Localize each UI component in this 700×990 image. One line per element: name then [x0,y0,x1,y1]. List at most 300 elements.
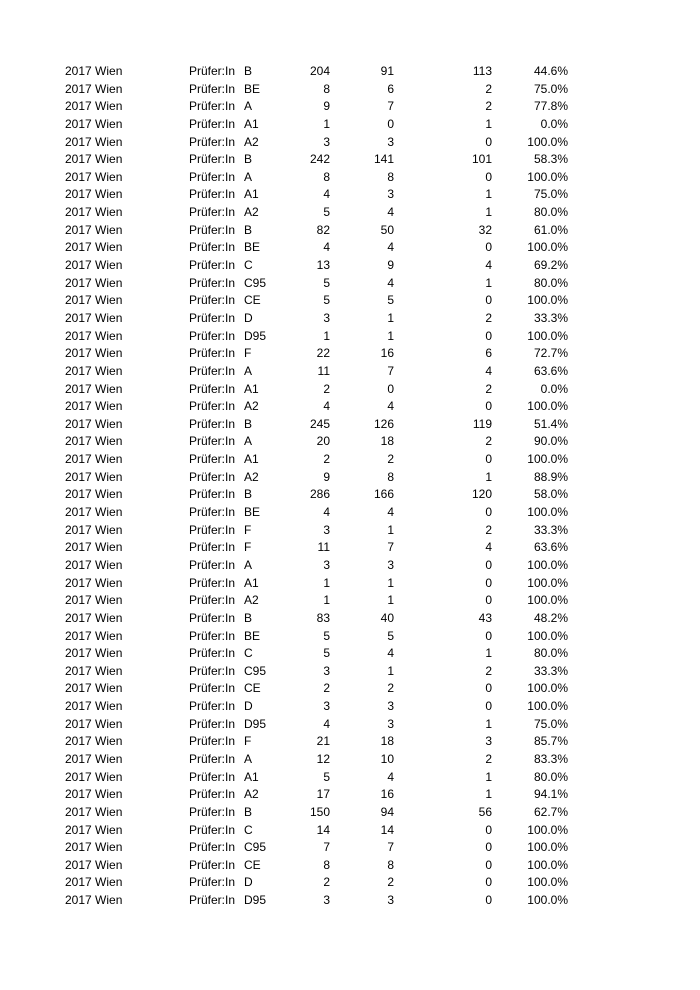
pass-rate-cell: 100.0% [527,628,568,643]
failed-count-cell: 0 [485,557,492,572]
failed-count-cell: 0 [485,399,492,414]
license-class-cell: A [244,557,253,572]
examiner-cell: Prüfer:In [189,222,236,237]
total-count-cell: 8 [323,169,330,184]
license-class-cell: A1 [244,381,259,396]
table-row [0,839,700,857]
passed-count-cell: 4 [387,275,394,290]
passed-count-cell: 9 [387,258,394,273]
failed-count-cell: 0 [485,628,492,643]
table-row [0,451,700,469]
failed-count-cell: 0 [485,593,492,608]
license-class-cell: A2 [244,134,259,149]
passed-count-cell: 7 [387,363,394,378]
table-row [0,751,700,769]
table-row [0,610,700,628]
examiner-cell: Prüfer:In [189,822,236,837]
pass-rate-cell: 100.0% [527,452,568,467]
year-cell: 2017 Wien [65,522,123,537]
examiner-cell: Prüfer:In [189,540,236,555]
license-class-cell: A [244,751,253,766]
table-row [0,310,700,328]
license-class-cell: C95 [244,840,267,855]
examiner-cell: Prüfer:In [189,593,236,608]
table-row [0,486,700,504]
passed-count-cell: 5 [387,293,394,308]
passed-count-cell: 166 [373,487,394,502]
license-class-cell: A1 [244,116,259,131]
license-class-cell: F [244,522,252,537]
examiner-cell: Prüfer:In [189,363,236,378]
examiner-cell: Prüfer:In [189,681,236,696]
passed-count-cell: 18 [380,734,394,749]
examiner-cell: Prüfer:In [189,699,236,714]
failed-count-cell: 0 [485,134,492,149]
examiner-cell: Prüfer:In [189,505,236,520]
license-class-cell: B [244,487,253,502]
year-cell: 2017 Wien [65,663,123,678]
passed-count-cell: 1 [387,593,394,608]
passed-count-cell: 3 [387,699,394,714]
failed-count-cell: 1 [485,469,492,484]
examiner-cell: Prüfer:In [189,81,236,96]
table-row [0,363,700,381]
total-count-cell: 4 [323,187,330,202]
passed-count-cell: 16 [380,787,394,802]
pass-rate-cell: 94.1% [533,787,568,802]
failed-count-cell: 0 [485,575,492,590]
pass-rate-cell: 44.6% [533,64,568,78]
failed-count-cell: 1 [485,116,492,131]
total-count-cell: 5 [323,293,330,308]
passed-count-cell: 7 [387,840,394,855]
table-row [0,328,700,346]
year-cell: 2017 Wien [65,99,123,114]
table-row [0,874,700,892]
table-row [0,134,700,152]
passed-count-cell: 6 [387,81,394,96]
passed-count-cell: 1 [387,522,394,537]
passed-count-cell: 7 [387,99,394,114]
license-class-cell: A [244,363,253,378]
license-class-cell: A1 [244,575,259,590]
pass-rate-cell: 80.0% [533,646,568,661]
pass-rate-cell: 58.3% [533,152,568,167]
examiner-cell: Prüfer:In [189,328,236,343]
license-class-cell: A [244,169,253,184]
total-count-cell: 3 [323,310,330,325]
pass-rate-cell: 100.0% [527,593,568,608]
license-class-cell: D95 [244,328,267,343]
pass-rate-cell: 100.0% [527,681,568,696]
year-cell: 2017 Wien [65,787,123,802]
failed-count-cell: 3 [485,734,492,749]
total-count-cell: 1 [323,328,330,343]
license-class-cell: B [244,416,253,431]
passed-count-cell: 4 [387,205,394,220]
pass-rate-cell: 100.0% [527,399,568,414]
table-row [0,892,700,910]
year-cell: 2017 Wien [65,134,123,149]
total-count-cell: 21 [316,734,330,749]
table-row [0,539,700,557]
pass-rate-cell: 0.0% [540,381,568,396]
passed-count-cell: 2 [387,681,394,696]
pass-rate-cell: 90.0% [533,434,568,449]
total-count-cell: 242 [309,152,330,167]
table-row [0,575,700,593]
passed-count-cell: 4 [387,399,394,414]
pass-rate-cell: 83.3% [533,751,568,766]
pass-rate-cell: 100.0% [527,134,568,149]
examiner-cell: Prüfer:In [189,875,236,890]
failed-count-cell: 1 [485,787,492,802]
table-row [0,680,700,698]
table-row [0,63,700,81]
year-cell: 2017 Wien [65,222,123,237]
examiner-cell: Prüfer:In [189,99,236,114]
year-cell: 2017 Wien [65,628,123,643]
year-cell: 2017 Wien [65,804,123,819]
pass-rate-cell: 100.0% [527,505,568,520]
table-row [0,116,700,134]
table-row [0,416,700,434]
license-class-cell: C95 [244,275,267,290]
failed-count-cell: 0 [485,505,492,520]
year-cell: 2017 Wien [65,258,123,273]
license-class-cell: B [244,222,253,237]
table-row [0,433,700,451]
passed-count-cell: 0 [387,381,394,396]
examiner-cell: Prüfer:In [189,310,236,325]
year-cell: 2017 Wien [65,557,123,572]
passed-count-cell: 14 [380,822,394,837]
pass-rate-cell: 75.0% [533,187,568,202]
failed-count-cell: 4 [485,540,492,555]
examiner-cell: Prüfer:In [189,751,236,766]
year-cell: 2017 Wien [65,699,123,714]
examiner-cell: Prüfer:In [189,610,236,625]
license-class-cell: B [244,152,253,167]
table-row [0,628,700,646]
table-row [0,822,700,840]
total-count-cell: 5 [323,646,330,661]
examiner-cell: Prüfer:In [189,434,236,449]
table-row [0,98,700,116]
table-row [0,716,700,734]
failed-count-cell: 2 [485,663,492,678]
examiner-cell: Prüfer:In [189,64,236,78]
table-row [0,857,700,875]
total-count-cell: 3 [323,522,330,537]
examiner-cell: Prüfer:In [189,152,236,167]
pass-rate-cell: 100.0% [527,857,568,872]
license-class-cell: D [244,875,253,890]
failed-count-cell: 32 [478,222,492,237]
pass-rate-cell: 100.0% [527,893,568,908]
passed-count-cell: 2 [387,452,394,467]
year-cell: 2017 Wien [65,293,123,308]
passed-count-cell: 5 [387,628,394,643]
year-cell: 2017 Wien [65,240,123,255]
failed-count-cell: 6 [485,346,492,361]
examiner-cell: Prüfer:In [189,734,236,749]
license-class-cell: CE [244,857,261,872]
license-class-cell: A2 [244,205,259,220]
passed-count-cell: 16 [380,346,394,361]
examiner-cell: Prüfer:In [189,469,236,484]
total-count-cell: 2 [323,452,330,467]
pass-rate-cell: 88.9% [533,469,568,484]
pass-rate-cell: 75.0% [533,81,568,96]
table-row [0,557,700,575]
license-class-cell: C [244,258,253,273]
total-count-cell: 5 [323,769,330,784]
total-count-cell: 2 [323,875,330,890]
total-count-cell: 13 [316,258,330,273]
table-row [0,645,700,663]
table-row [0,257,700,275]
year-cell: 2017 Wien [65,610,123,625]
pass-rate-cell: 61.0% [533,222,568,237]
failed-count-cell: 4 [485,363,492,378]
year-cell: 2017 Wien [65,540,123,555]
failed-count-cell: 0 [485,681,492,696]
year-cell: 2017 Wien [65,434,123,449]
table-row [0,204,700,222]
pass-rate-cell: 80.0% [533,769,568,784]
total-count-cell: 83 [316,610,330,625]
table-row [0,239,700,257]
examiner-cell: Prüfer:In [189,134,236,149]
license-class-cell: BE [244,505,261,520]
passed-count-cell: 126 [373,416,394,431]
pass-rate-cell: 33.3% [533,663,568,678]
license-class-cell: C95 [244,663,267,678]
year-cell: 2017 Wien [65,363,123,378]
license-class-cell: F [244,734,252,749]
examiner-cell: Prüfer:In [189,522,236,537]
year-cell: 2017 Wien [65,893,123,908]
total-count-cell: 3 [323,663,330,678]
examiner-cell: Prüfer:In [189,275,236,290]
license-class-cell: C [244,646,253,661]
examiner-cell: Prüfer:In [189,575,236,590]
failed-count-cell: 0 [485,293,492,308]
year-cell: 2017 Wien [65,505,123,520]
year-cell: 2017 Wien [65,857,123,872]
passed-count-cell: 91 [380,64,394,78]
failed-count-cell: 4 [485,258,492,273]
passed-count-cell: 8 [387,469,394,484]
license-class-cell: A2 [244,787,259,802]
examiner-cell: Prüfer:In [189,628,236,643]
table-row [0,504,700,522]
failed-count-cell: 113 [472,64,492,78]
passed-count-cell: 8 [387,169,394,184]
year-cell: 2017 Wien [65,81,123,96]
failed-count-cell: 1 [485,205,492,220]
pass-rate-cell: 100.0% [527,328,568,343]
passed-count-cell: 2 [387,875,394,890]
license-class-cell: D95 [244,716,267,731]
table-row [0,81,700,99]
year-cell: 2017 Wien [65,769,123,784]
failed-count-cell: 43 [478,610,492,625]
examiner-cell: Prüfer:In [189,487,236,502]
failed-count-cell: 1 [485,275,492,290]
year-cell: 2017 Wien [65,64,123,78]
year-cell: 2017 Wien [65,469,123,484]
pass-rate-cell: 80.0% [533,275,568,290]
examiner-cell: Prüfer:In [189,663,236,678]
passed-count-cell: 3 [387,893,394,908]
total-count-cell: 9 [323,469,330,484]
passed-count-cell: 3 [387,716,394,731]
passed-count-cell: 4 [387,769,394,784]
year-cell: 2017 Wien [65,681,123,696]
total-count-cell: 4 [323,399,330,414]
total-count-cell: 14 [316,822,330,837]
license-class-cell: B [244,804,253,819]
failed-count-cell: 2 [485,310,492,325]
table-row [0,151,700,169]
failed-count-cell: 0 [485,328,492,343]
failed-count-cell: 0 [485,875,492,890]
license-class-cell: D [244,699,253,714]
passed-count-cell: 3 [387,134,394,149]
table-row [0,769,700,787]
total-count-cell: 3 [323,893,330,908]
license-class-cell: A [244,434,253,449]
pass-rate-cell: 62.7% [533,804,568,819]
year-cell: 2017 Wien [65,875,123,890]
pass-rate-cell: 85.7% [533,734,568,749]
examiner-cell: Prüfer:In [189,557,236,572]
year-cell: 2017 Wien [65,399,123,414]
pass-rate-cell: 80.0% [533,205,568,220]
total-count-cell: 150 [309,804,330,819]
examiner-cell: Prüfer:In [189,840,236,855]
failed-count-cell: 0 [485,840,492,855]
total-count-cell: 5 [323,275,330,290]
total-count-cell: 286 [309,487,330,502]
license-class-cell: A1 [244,769,259,784]
failed-count-cell: 0 [485,240,492,255]
table-row [0,222,700,240]
license-class-cell: A2 [244,469,259,484]
license-class-cell: BE [244,81,261,96]
examiner-cell: Prüfer:In [189,399,236,414]
year-cell: 2017 Wien [65,381,123,396]
pass-rate-cell: 100.0% [527,293,568,308]
total-count-cell: 12 [316,751,330,766]
year-cell: 2017 Wien [65,346,123,361]
year-cell: 2017 Wien [65,152,123,167]
pass-rate-cell: 0.0% [540,116,568,131]
examiner-cell: Prüfer:In [189,769,236,784]
table-row [0,786,700,804]
license-class-cell: D95 [244,893,267,908]
year-cell: 2017 Wien [65,116,123,131]
failed-count-cell: 2 [485,381,492,396]
passed-count-cell: 1 [387,575,394,590]
examiner-cell: Prüfer:In [189,293,236,308]
table-row [0,292,700,310]
total-count-cell: 20 [316,434,330,449]
failed-count-cell: 1 [485,187,492,202]
total-count-cell: 11 [317,540,330,555]
pass-rate-cell: 100.0% [527,169,568,184]
failed-count-cell: 0 [485,857,492,872]
year-cell: 2017 Wien [65,734,123,749]
failed-count-cell: 101 [471,152,492,167]
passed-count-cell: 3 [387,557,394,572]
total-count-cell: 4 [323,240,330,255]
license-class-cell: F [244,540,252,555]
year-cell: 2017 Wien [65,593,123,608]
total-count-cell: 82 [316,222,330,237]
license-class-cell: B [244,610,253,625]
total-count-cell: 1 [323,593,330,608]
license-class-cell: C [244,822,253,837]
table-row [0,345,700,363]
passed-count-cell: 1 [387,328,394,343]
license-class-cell: BE [244,628,261,643]
examiner-cell: Prüfer:In [189,804,236,819]
license-class-cell: BE [244,240,261,255]
year-cell: 2017 Wien [65,751,123,766]
table-row [0,275,700,293]
passed-count-cell: 4 [387,505,394,520]
license-class-cell: D [244,310,253,325]
pass-rate-cell: 100.0% [527,875,568,890]
failed-count-cell: 1 [485,769,492,784]
year-cell: 2017 Wien [65,452,123,467]
passed-count-cell: 4 [387,646,394,661]
table-row [0,469,700,487]
year-cell: 2017 Wien [65,575,123,590]
table-row [0,398,700,416]
failed-count-cell: 2 [485,751,492,766]
license-class-cell: F [244,346,252,361]
total-count-cell: 22 [316,346,330,361]
total-count-cell: 8 [323,857,330,872]
license-class-cell: A2 [244,593,259,608]
year-cell: 2017 Wien [65,275,123,290]
table-row [0,733,700,751]
failed-count-cell: 0 [485,893,492,908]
pass-rate-cell: 58.0% [533,487,568,502]
total-count-cell: 1 [323,116,330,131]
year-cell: 2017 Wien [65,716,123,731]
failed-count-cell: 56 [478,804,492,819]
passed-count-cell: 3 [387,187,394,202]
failed-count-cell: 2 [485,81,492,96]
failed-count-cell: 120 [471,487,492,502]
examiner-cell: Prüfer:In [189,346,236,361]
pass-rate-cell: 51.4% [533,416,568,431]
data-sheet [0,63,700,910]
failed-count-cell: 119 [472,416,492,431]
examiner-cell: Prüfer:In [189,857,236,872]
pass-rate-cell: 77.8% [533,99,568,114]
year-cell: 2017 Wien [65,822,123,837]
total-count-cell: 2 [323,381,330,396]
failed-count-cell: 2 [485,522,492,537]
passed-count-cell: 1 [387,310,394,325]
pass-rate-cell: 100.0% [527,822,568,837]
